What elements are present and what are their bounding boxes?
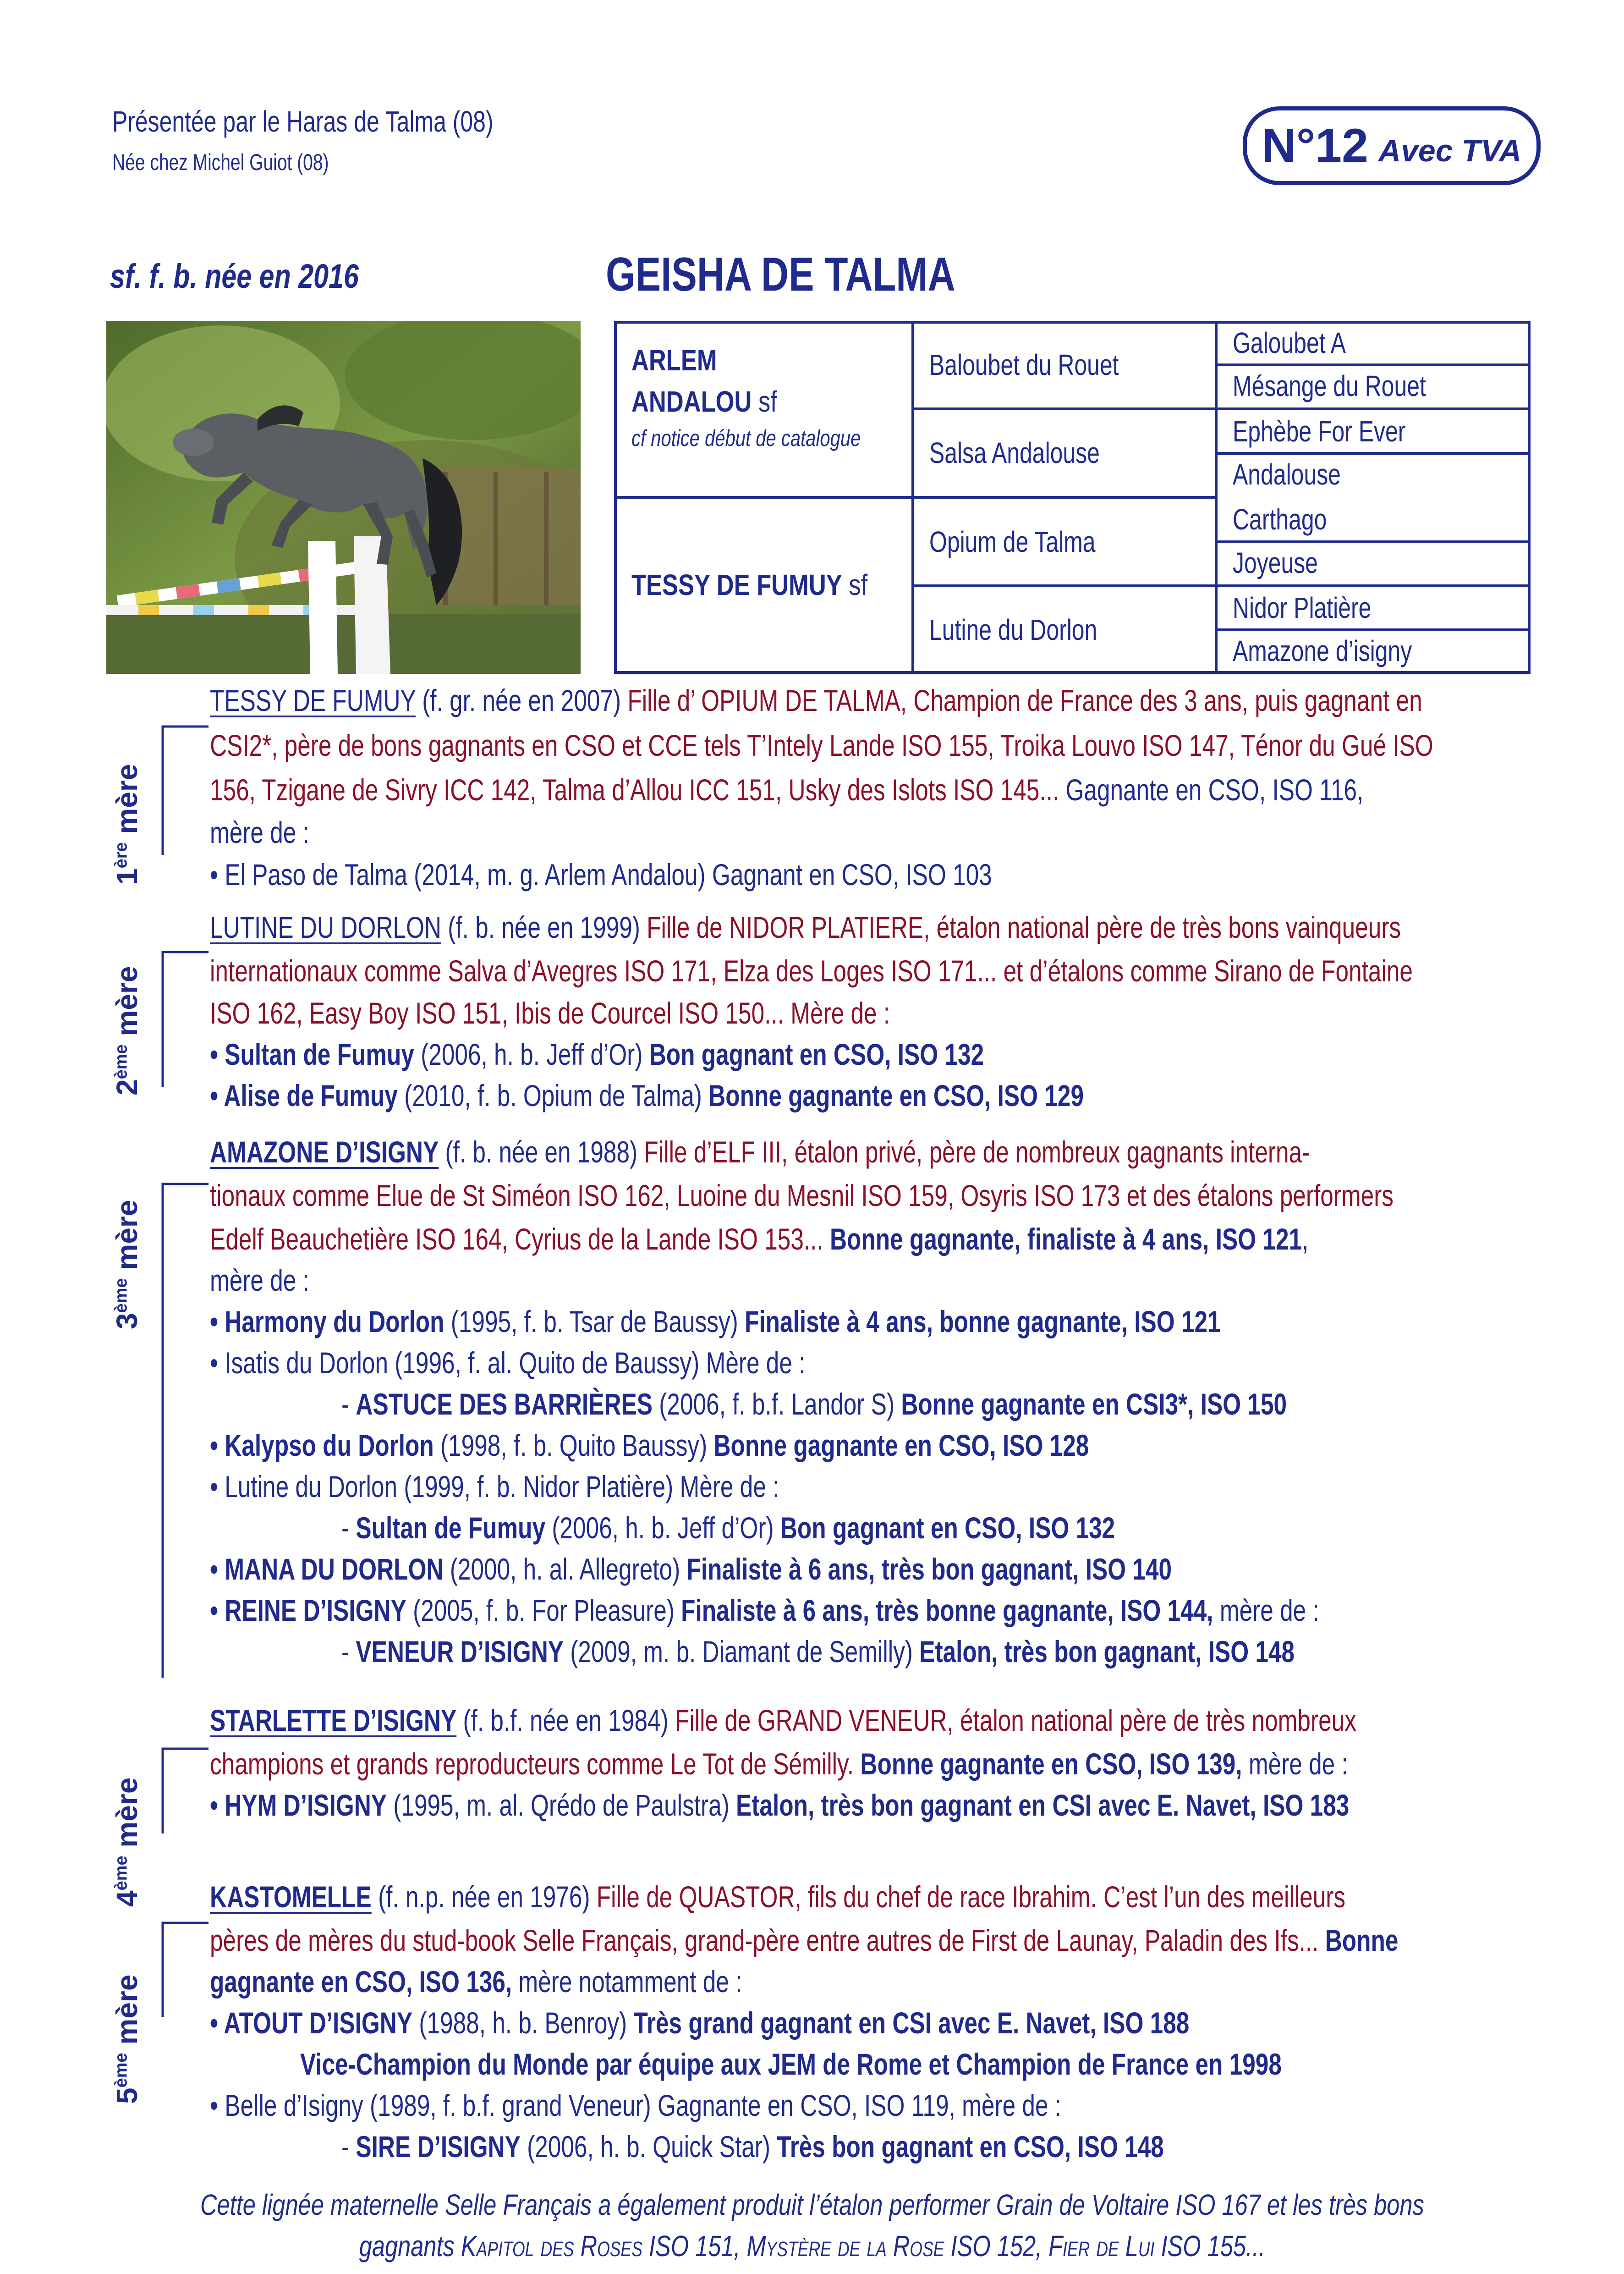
dam3-line2: tionaux comme Elue de St Siméon ISO 162, Luoine du Mesnil ISO 159, Osyris ISO 173 et des étalons performers	[210, 1178, 1394, 1212]
dam5-progeny-1: • ATOUT D’ISIGNY (1988, h. b. Benroy) Très grand gagnant en CSI avec E. Navet, ISO 188	[210, 2006, 1190, 2040]
dam5-progeny-1-honours: Vice-Champion du Monde par équipe aux JEM de Rome et Champion de France en 1998	[300, 2047, 1282, 2081]
dam3-grandprogeny-2: - Sultan de Fumuy (2006, h. b. Jeff d’Or) Bon gagnant en CSO, ISO 132	[341, 1511, 1115, 1545]
dam3-progeny-3: • Kalypso du Dorlon (1998, f. b. Quito Baussy) Bonne gagnante en CSO, ISO 128	[210, 1428, 1089, 1462]
dam2-progeny-2: • Alise de Fumuy (2010, f. b. Opium de Talma) Bonne gagnante en CSO, ISO 129	[210, 1079, 1084, 1112]
grandparent-3: Opium de Talma	[929, 525, 1096, 558]
generation-label-4: 4ème mère	[110, 1777, 143, 1907]
footer-line1: Cette lignée maternelle Selle Français a également produit l’étalon performer Grain de Voltaire ISO 167 et les très bons	[200, 2188, 1424, 2221]
horse-description: sf. f. b. née en 2016	[110, 257, 359, 295]
dam3-progeny-4: • Lutine du Dorlon (1999, f. b. Nidor Platière) Mère de :	[210, 1470, 779, 1503]
generation-label-3: 3ème mère	[110, 1200, 143, 1329]
dam5-progeny-2: • Belle d’Isigny (1989, f. b.f. grand Veneur) Gagnante en CSO, ISO 119, mère de :	[210, 2088, 1062, 2122]
great-grandparent-6: Joyeuse	[1233, 546, 1318, 579]
dam5-line1: KASTOMELLE (f. n.p. née en 1976) Fille de QUASTOR, fils du chef de race Ibrahim. C’est l’un des meilleurs	[210, 1880, 1346, 1914]
dam5-line3: gagnante en CSO, ISO 136, mère notamment de :	[210, 1965, 742, 1999]
dam4-line2: champions et grands reproducteurs comme Le Tot de Sémilly. Bonne gagnante en CSO, ISO 139, mère de :	[210, 1747, 1348, 1781]
sire-name-line2: ANDALOU sf	[631, 385, 777, 418]
grandparent-1: Baloubet du Rouet	[929, 348, 1119, 381]
dam1-progeny-1: • El Paso de Talma (2014, m. g. Arlem Andalou) Gagnant en CSO, ISO 103	[210, 858, 992, 892]
presented-by: Présentée par le Haras de Talma (08)	[112, 105, 494, 138]
great-grandparent-5: Carthago	[1233, 503, 1327, 536]
dam2-progeny-1: • Sultan de Fumuy (2006, h. b. Jeff d’Or) Bon gagnant en CSO, ISO 132	[210, 1037, 984, 1071]
sire-note: cf notice début de catalogue	[631, 425, 861, 451]
dam5-line2: pères de mères du stud-book Selle Français, grand-père entre autres de First de Launay, Paladin des Ifs... Bonne	[210, 1923, 1399, 1957]
dam2-line2: internationaux comme Salva d’Avegres ISO 171, Elza des Loges ISO 171... et d’étalons comme Sirano de Fontaine	[210, 954, 1413, 988]
dam-name: TESSY DE FUMUY sf	[631, 568, 868, 601]
great-grandparent-1: Galoubet A	[1233, 326, 1346, 359]
dam3-line3: Edelf Beauchetière ISO 164, Cyrius de la Lande ISO 153... Bonne gagnante, finaliste à 4 ans, ISO 121,	[210, 1222, 1309, 1256]
dam3-grandprogeny-1: - ASTUCE DES BARRIÈRES (2006, f. b.f. Landor S) Bonne gagnante en CSI3*, ISO 150	[341, 1387, 1287, 1421]
footer-note	[0, 2184, 1624, 2267]
dam3-progeny-6: • REINE D’ISIGNY (2005, f. b. For Pleasure) Finaliste à 6 ans, très bonne gagnante, ISO 144, mère de :	[210, 1593, 1319, 1627]
great-grandparent-4: Andalouse	[1233, 458, 1341, 491]
dam3-line4: mère de :	[210, 1263, 309, 1297]
grandparent-4: Lutine du Dorlon	[929, 613, 1097, 646]
dam3-progeny-1: • Harmony du Dorlon (1995, f. b. Tsar de Baussy) Finaliste à 4 ans, bonne gagnante, ISO 121	[210, 1305, 1221, 1338]
great-grandparent-7: Nidor Platière	[1233, 591, 1372, 624]
great-grandparent-3: Ephèbe For Ever	[1233, 415, 1406, 448]
dam1-line2: CSI2*, père de bons gagnants en CSO et CCE tels T’Intely Lande ISO 155, Troika Louvo ISO 147, Ténor du Gué ISO	[210, 728, 1433, 762]
great-grandparent-8: Amazone d’isigny	[1233, 634, 1412, 667]
dam3-grandprogeny-3: - VENEUR D’ISIGNY (2009, m. b. Diamant de Semilly) Etalon, très bon gagnant, ISO 148	[341, 1635, 1295, 1668]
dam3-line1: AMAZONE D’ISIGNY (f. b. née en 1988) Fille d’ELF III, étalon privé, père de nombreux gagnants interna-	[210, 1135, 1310, 1169]
dam1-line4: mère de :	[210, 815, 309, 849]
footer-line2: gagnants Kapitol des Roses ISO 151, Mystère de la Rose ISO 152, Fier de Lui ISO 155...	[359, 2230, 1265, 2263]
dam1-line3: 156, Tzigane de Sivry ICC 142, Talma d’Allou ICC 151, Usky des Islots ISO 145... Gagnante en CSO, ISO 116,	[210, 773, 1364, 807]
generation-label-5: 5ème mère	[110, 1974, 143, 2104]
generation-label-2: 2ème mère	[110, 966, 143, 1096]
great-grandparent-2: Mésange du Rouet	[1233, 369, 1426, 402]
dam3-progeny-5: • MANA DU DORLON (2000, h. al. Allegreto) Finaliste à 6 ans, très bon gagnant, ISO 140	[210, 1552, 1172, 1586]
dam3-progeny-2: • Isatis du Dorlon (1996, f. al. Quito de Baussy) Mère de :	[210, 1346, 806, 1380]
dam1-line1: TESSY DE FUMUY (f. gr. née en 2007) Fille d’ OPIUM DE TALMA, Champion de France des 3 ans, puis gagnant en	[210, 683, 1422, 717]
born-at: Née chez Michel Guiot (08)	[112, 149, 329, 175]
sire-name-line1: ARLEM	[631, 344, 717, 377]
dam5-grandprogeny-1: - SIRE D’ISIGNY (2006, h. b. Quick Star) Très bon gagnant en CSO, ISO 148	[341, 2130, 1164, 2164]
dam4-progeny-1: • HYM D’ISIGNY (1995, m. al. Qrédo de Paulstra) Etalon, très bon gagnant en CSI avec E. Navet, ISO 183	[210, 1788, 1350, 1822]
grandparent-2: Salsa Andalouse	[929, 436, 1100, 469]
vat-label: Avec TVA	[1378, 133, 1522, 168]
dam2-line1: LUTINE DU DORLON (f. b. née en 1999) Fille de NIDOR PLATIERE, étalon national père de très bons vainqueurs	[210, 910, 1401, 944]
generation-label-1: 1ère mère	[110, 764, 143, 885]
dam4-line1: STARLETTE D’ISIGNY (f. b.f. née en 1984) Fille de GRAND VENEUR, étalon national père de très nombreux	[210, 1703, 1356, 1737]
dam2-line3: ISO 162, Easy Boy ISO 151, Ibis de Courcel ISO 150... Mère de :	[210, 996, 890, 1030]
lot-number: N°12	[1262, 119, 1368, 172]
horse-name: GEISHA DE TALMA	[606, 248, 955, 301]
